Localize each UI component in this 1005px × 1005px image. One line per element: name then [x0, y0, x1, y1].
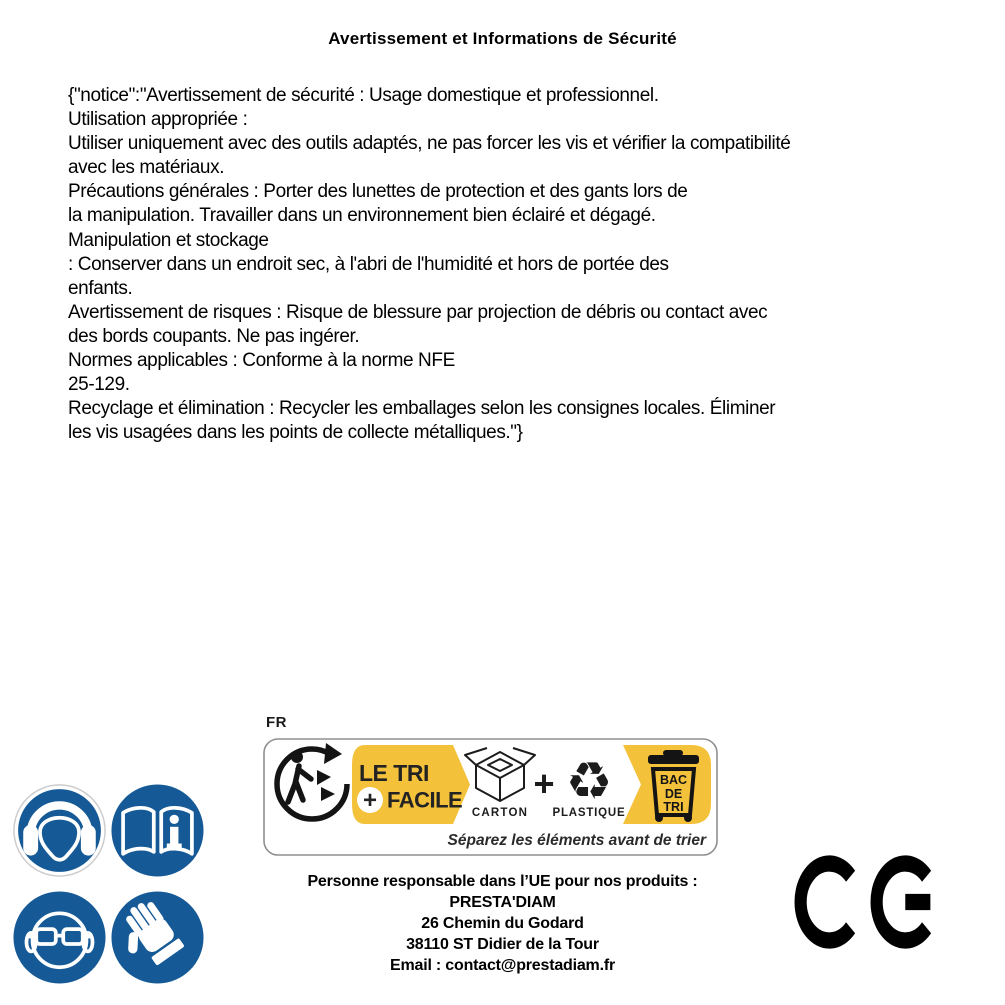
notice-line: 25-129. [68, 374, 130, 396]
notice-line: Précautions générales : Porter des lunettes de protection et des gants lors de [68, 181, 688, 203]
notice-line: les vis usagées dans les points de collecte métalliques."} [68, 422, 523, 444]
tri-facile-line2: FACILE [387, 787, 463, 813]
info-tri-panel [263, 738, 718, 856]
ear-protection-icon [13, 784, 106, 877]
notice-line: avec les matériaux. [68, 157, 225, 179]
notice-line: : Conserver dans un endroit sec, à l'abri de l'humidité et hors de portée des [68, 253, 669, 275]
bin-text-line: DE [664, 787, 683, 801]
notice-line: Avertissement de risques : Risque de blessure par projection de débris ou contact avec [68, 301, 768, 323]
company-name: PRESTA'DIAM [449, 894, 556, 911]
notice-line: Normes applicables : Conforme à la norme NFE [68, 350, 455, 372]
address-line: 38110 ST Didier de la Tour [406, 936, 599, 953]
triman-recycling-label [263, 714, 718, 856]
page-title: Avertissement et Informations de Sécurité [328, 29, 677, 48]
responsible-line: Personne responsable dans l’UE pour nos produits : [307, 873, 698, 890]
plastic-recycle-icon: ♻ [565, 752, 613, 812]
ce-mark-icon [792, 851, 944, 953]
notice-text [68, 84, 790, 445]
email-line: Email : contact@prestadiam.fr [390, 957, 615, 974]
sorting-tagline: Séparez les éléments avant de trier [447, 832, 706, 849]
carton-label: CARTON [471, 807, 529, 819]
read-manual-icon [111, 784, 204, 877]
plus-separator: + [533, 763, 555, 804]
notice-line: la manipulation. Travailler dans un environnement bien éclairé et dégagé. [68, 205, 656, 227]
address-line: 26 Chemin du Godard [421, 915, 584, 932]
bin-text-line: BAC [659, 773, 688, 787]
bin-text-line: TRI [663, 800, 684, 814]
plus-badge: + [362, 787, 378, 814]
notice-line: Recyclage et élimination : Recycler les emballages selon les consignes locales. Éliminer [68, 398, 776, 420]
notice-line: Manipulation et stockage [68, 229, 269, 251]
notice-line: {"notice":"Avertissement de sécurité : Usage domestique et professionnel. [68, 85, 659, 106]
country-code: FR [266, 714, 287, 731]
notice-line: Utiliser uniquement avec des outils adaptés, ne pas forcer les vis et vérifier la compatibilité [68, 133, 791, 155]
notice-line: Utilisation appropriée : [68, 109, 248, 131]
plastique-label: PLASTIQUE [552, 807, 626, 819]
tri-facile-line1: LE TRI [359, 760, 429, 786]
notice-line: des bords coupants. Ne pas ingérer. [68, 325, 360, 347]
notice-line: enfants. [68, 277, 133, 299]
